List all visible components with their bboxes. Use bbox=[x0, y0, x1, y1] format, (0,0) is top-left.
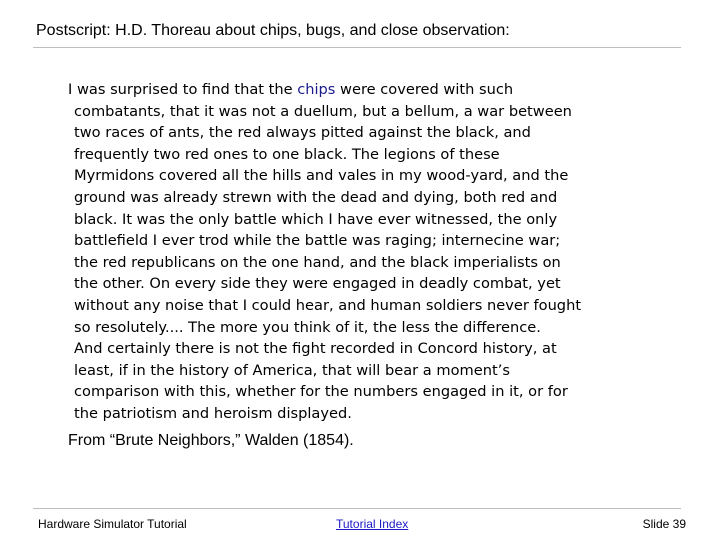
quote-line: comparison with this, whether for the numbers engaged in it, or for bbox=[74, 383, 568, 401]
footer-title: Hardware Simulator Tutorial bbox=[38, 517, 187, 531]
top-divider bbox=[33, 47, 681, 48]
quote-line: the patriotism and heroism displayed. bbox=[74, 404, 352, 422]
quote-line: And certainly there is not the fight recorded in Concord history, at bbox=[74, 340, 557, 358]
tutorial-index-link[interactable]: Tutorial Index bbox=[336, 517, 409, 531]
slide-title: Postscript: H.D. Thoreau about chips, bugs, and close observation: bbox=[36, 22, 510, 39]
quote-line: the red republicans on the one hand, and the black imperialists on bbox=[74, 253, 561, 271]
quote-line: least, if in the history of America, that will bear a moment’s bbox=[74, 361, 510, 379]
quote-line: I was surprised to find that the chips were covered with such bbox=[68, 81, 514, 98]
quote-line: the other. On every side they were engaged in deadly combat, yet bbox=[74, 275, 561, 293]
slide-number: Slide 39 bbox=[642, 517, 686, 531]
quote-line: without any noise that I could hear, and human soldiers never fought bbox=[74, 296, 582, 314]
quote-line: so resolutely.... The more you think of it, the less the difference. bbox=[74, 318, 541, 336]
quote-line: Myrmidons covered all the hills and vales in my wood-yard, and the bbox=[74, 167, 569, 185]
quote-line: battlefield I ever trod while the battle was raging; internecine war; bbox=[74, 232, 561, 250]
quote-line: two races of ants, the red always pitted against the black, and bbox=[74, 124, 531, 142]
quote-line: black. It was the only battle which I have ever witnessed, the only bbox=[74, 210, 558, 228]
quote-line: combatants, that it was not a duellum, but a bellum, a war between bbox=[74, 102, 572, 120]
quote-source: From “Brute Neighbors,” Walden (1854). bbox=[68, 432, 354, 449]
bottom-divider bbox=[33, 508, 681, 509]
quote-line: frequently two red ones to one black. The legions of these bbox=[74, 145, 500, 163]
quote-line: ground was already strewn with the dead and dying, both red and bbox=[74, 188, 558, 206]
chips-word: chips bbox=[297, 81, 336, 98]
quote-block bbox=[68, 79, 668, 425]
